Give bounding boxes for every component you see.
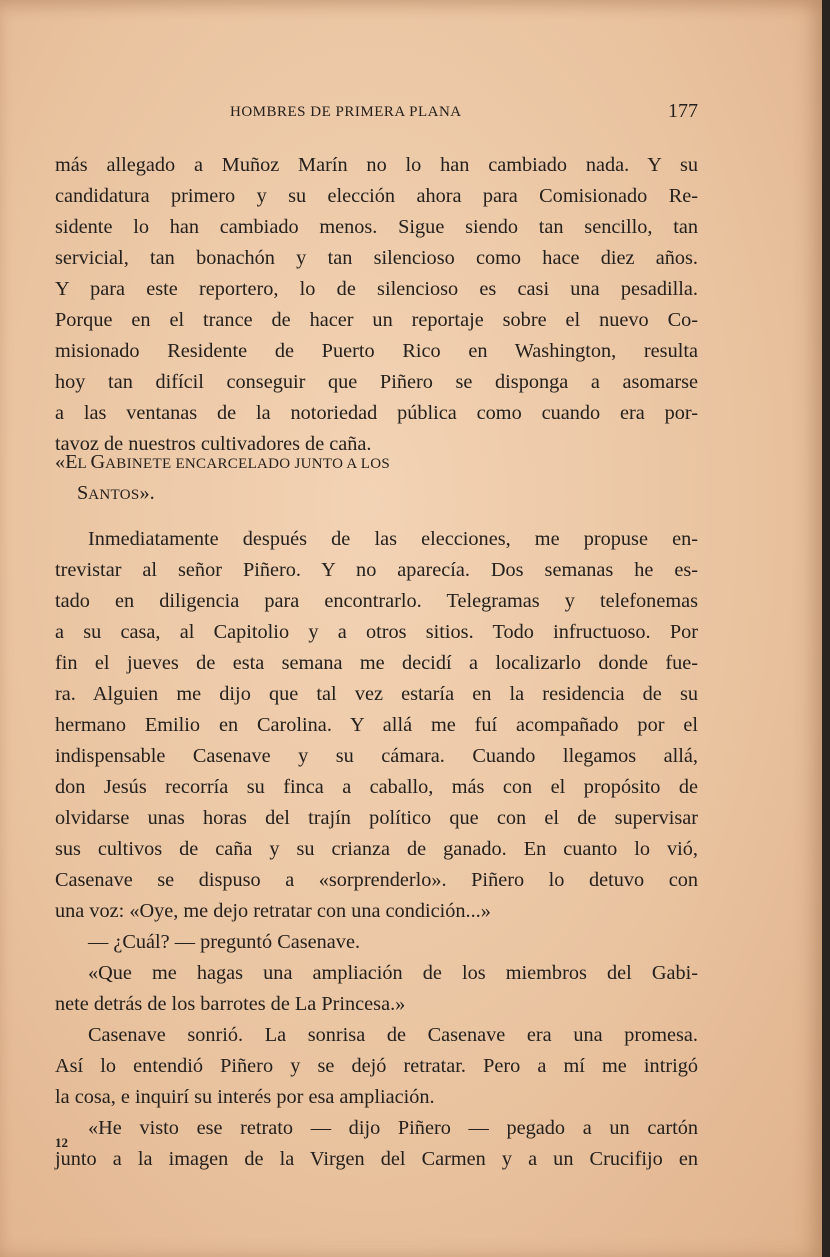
text-line: olvidarse unas horas del trajín político que con el de supervisar [55,807,698,829]
page-number: 177 [668,100,698,122]
section-subheading [55,447,698,509]
text-line: tavoz de nuestros cultivadores de caña. [55,433,372,455]
text-line: «Que me hagas una ampliación de los miembros del Gabi- [88,962,698,984]
running-title: HOMBRES DE PRIMERA PLANA [230,104,462,120]
running-header [55,100,698,128]
text-line: misionado Residente de Puerto Rico en Washington, resulta [55,340,698,362]
text-line: la cosa, e inquirí su interés por esa ampliación. [55,1086,435,1108]
text-line: junto a la imagen de la Virgen del Carmen y a un Crucifijo en [55,1148,698,1170]
paragraph-1 [55,150,698,460]
text-line: Así lo entendió Piñero y se dejó retratar. Pero a mí me intrigó [55,1055,698,1077]
cap: E [65,451,78,473]
text-line: indispensable Casenave y su cámara. Cuando llegamos allá, [55,745,698,767]
text-line: hoy tan difícil conseguir que Piñero se disponga a asomarse [55,371,698,393]
text-line: fin el jueves de esta semana me decidí a localizarlo donde fue- [55,652,698,674]
text-line: servicial, tan bonachón y tan silencioso como hace diez años. [55,247,698,269]
text-line: sus cultivos de caña y su crianza de ganado. En cuanto lo vió, [55,838,698,860]
text-line: Y para este reportero, lo de silencioso es casi una pesadilla. [55,278,698,300]
signature-mark: 12 [55,1135,68,1150]
open-quote: « [55,451,66,473]
text-line: trevistar al señor Piñero. Y no aparecía. Dos semanas he es- [55,559,698,581]
binding-edge [822,0,830,1257]
text-line: Casenave se dispuso a «sorprenderlo». Piñero lo detuvo con [55,869,698,891]
small-caps: L [77,456,91,472]
text-line: nete detrás de los barrotes de La Princesa.» [55,993,406,1015]
text-line: más allegado a Muñoz Marín no lo han cambiado nada. Y su [55,154,698,176]
subheading-line-1 [55,447,698,478]
close-quote: ». [139,482,155,504]
text-line: tado en diligencia para encontrarlo. Telegramas y telefonemas [55,590,698,612]
text-line: a las ventanas de la notoriedad pública como cuando era por- [55,402,698,424]
small-caps: ANTOS [88,487,140,503]
text-line: Porque en el trance de hacer un reportaje sobre el nuevo Co- [55,309,698,331]
small-caps: ABINETE ENCARCELADO JUNTO A LOS [105,456,391,472]
text-line: ra. Alguien me dijo que tal vez estaría en la residencia de su [55,683,698,705]
dialogue-line: — ¿Cuál? — preguntó Casenave. [88,931,361,953]
paragraph-2 [55,524,698,1175]
text-line: Inmediatamente después de las elecciones, me propuse en- [88,528,698,550]
cap: G [90,451,106,473]
text-line: hermano Emilio en Carolina. Y allá me fuí acompañado por el [55,714,698,736]
text-line: candidatura primero y su elección ahora para Comisionado Re- [55,185,698,207]
subheading-line-2 [55,478,698,509]
text-line: Casenave sonrió. La sonrisa de Casenave era una promesa. [88,1024,698,1046]
cap: S [77,482,89,504]
text-line: «He visto ese retrato — dijo Piñero — pegado a un cartón [88,1117,698,1139]
text-line: a su casa, al Capitolio y a otros sitios. Todo infructuoso. Por [55,621,698,643]
text-line: don Jesús recorría su finca a caballo, más con el propósito de [55,776,698,798]
text-line: una voz: «Oye, me dejo retratar con una condición...» [55,900,491,922]
text-line: sidente lo han cambiado menos. Sigue siendo tan sencillo, tan [55,216,698,238]
